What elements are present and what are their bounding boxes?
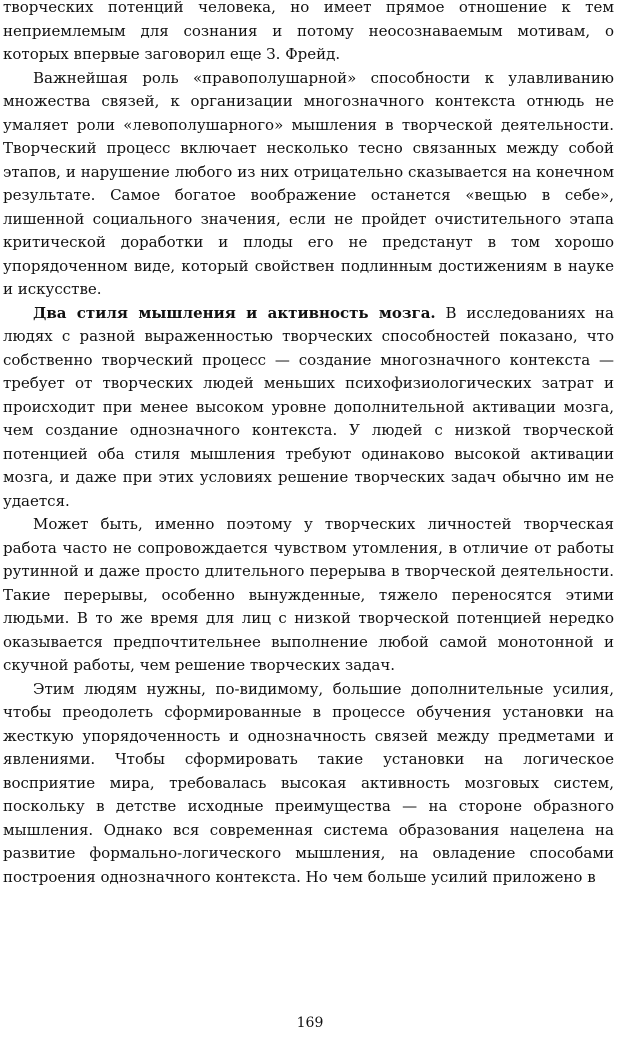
- body-text: [3, 0, 614, 889]
- paragraph-1: творческих потенций человека, но имеет прямое отношение к тем неприемлемым для сознания и потому неосознаваемым мотивам, о которых впервые заговорил еще З. Фрейд.: [3, 0, 614, 63]
- paragraph-4: Может быть, именно поэтому у творческих личностей творческая работа часто не сопровождается чувством утомления, в отличие от работы рутинной и даже просто длительного перерыва в творческой деятельности. Такие перерывы, особенно вынужденные, тяжело переносятся этими людьми. В то же время для лиц с низкой творческой потенцией нередко оказывается предпочтительнее выполнение любой самой монотонной и скучной работы, чем решение творческих задач.: [3, 515, 614, 674]
- page-number: 169: [296, 1015, 324, 1031]
- paragraph-3-text: В исследованиях на людях с разной выраженностью творческих способностей показано, что собственно творческий процесс — создание многозначного контекста — требует от творческих людей меньших психофизиологических затрат и происходит при менее высоком уровне дополнительной активации мозга, чем создание однозначного контекста. У людей с низкой творческой потенцией оба стиля мышления требуют одинаково высокой активации мозга, и даже при этих условиях решение творческих задач обычно им не удается.: [3, 303, 614, 510]
- paragraph-5: Этим людям нужны, по-видимому, большие дополнительные усилия, чтобы преодолеть сформированные в процессе обучения установки на жесткую упорядоченность и однозначность связей между предметами и явлениями. Чтобы сформировать такие установки на логическое восприятие мира, требовалась высокая активность мозговых систем, поскольку в детстве исходные преимущества — на стороне образного мышления. Однако вся современная система образования нацелена на развитие формально-логического мышления, на овладение способами построения однозначного контекста. Но чем больше усилий приложено в: [3, 679, 614, 886]
- section-heading: Два стиля мышления и активность мозга.: [33, 303, 436, 322]
- paragraph-3: [3, 302, 614, 514]
- paragraph-2: Важнейшая роль «правополушарной» способности к улавливанию множества связей, к организации многозначного контекста отнюдь не умаляет роли «левополушарного» мышления в творческой деятельности. Творческий процесс включает несколько тесно связанных между собой этапов, и нарушение любого из них отрицательно сказывается на конечном результате. Самое богатое воображение останется «вещью в себе», лишенной социального значения, если не пройдет очистительного этапа критической доработки и плоды его не предстанут в том хорошо упорядоченном виде, который свойствен подлинным достижениям в науке и искусстве.: [3, 68, 614, 298]
